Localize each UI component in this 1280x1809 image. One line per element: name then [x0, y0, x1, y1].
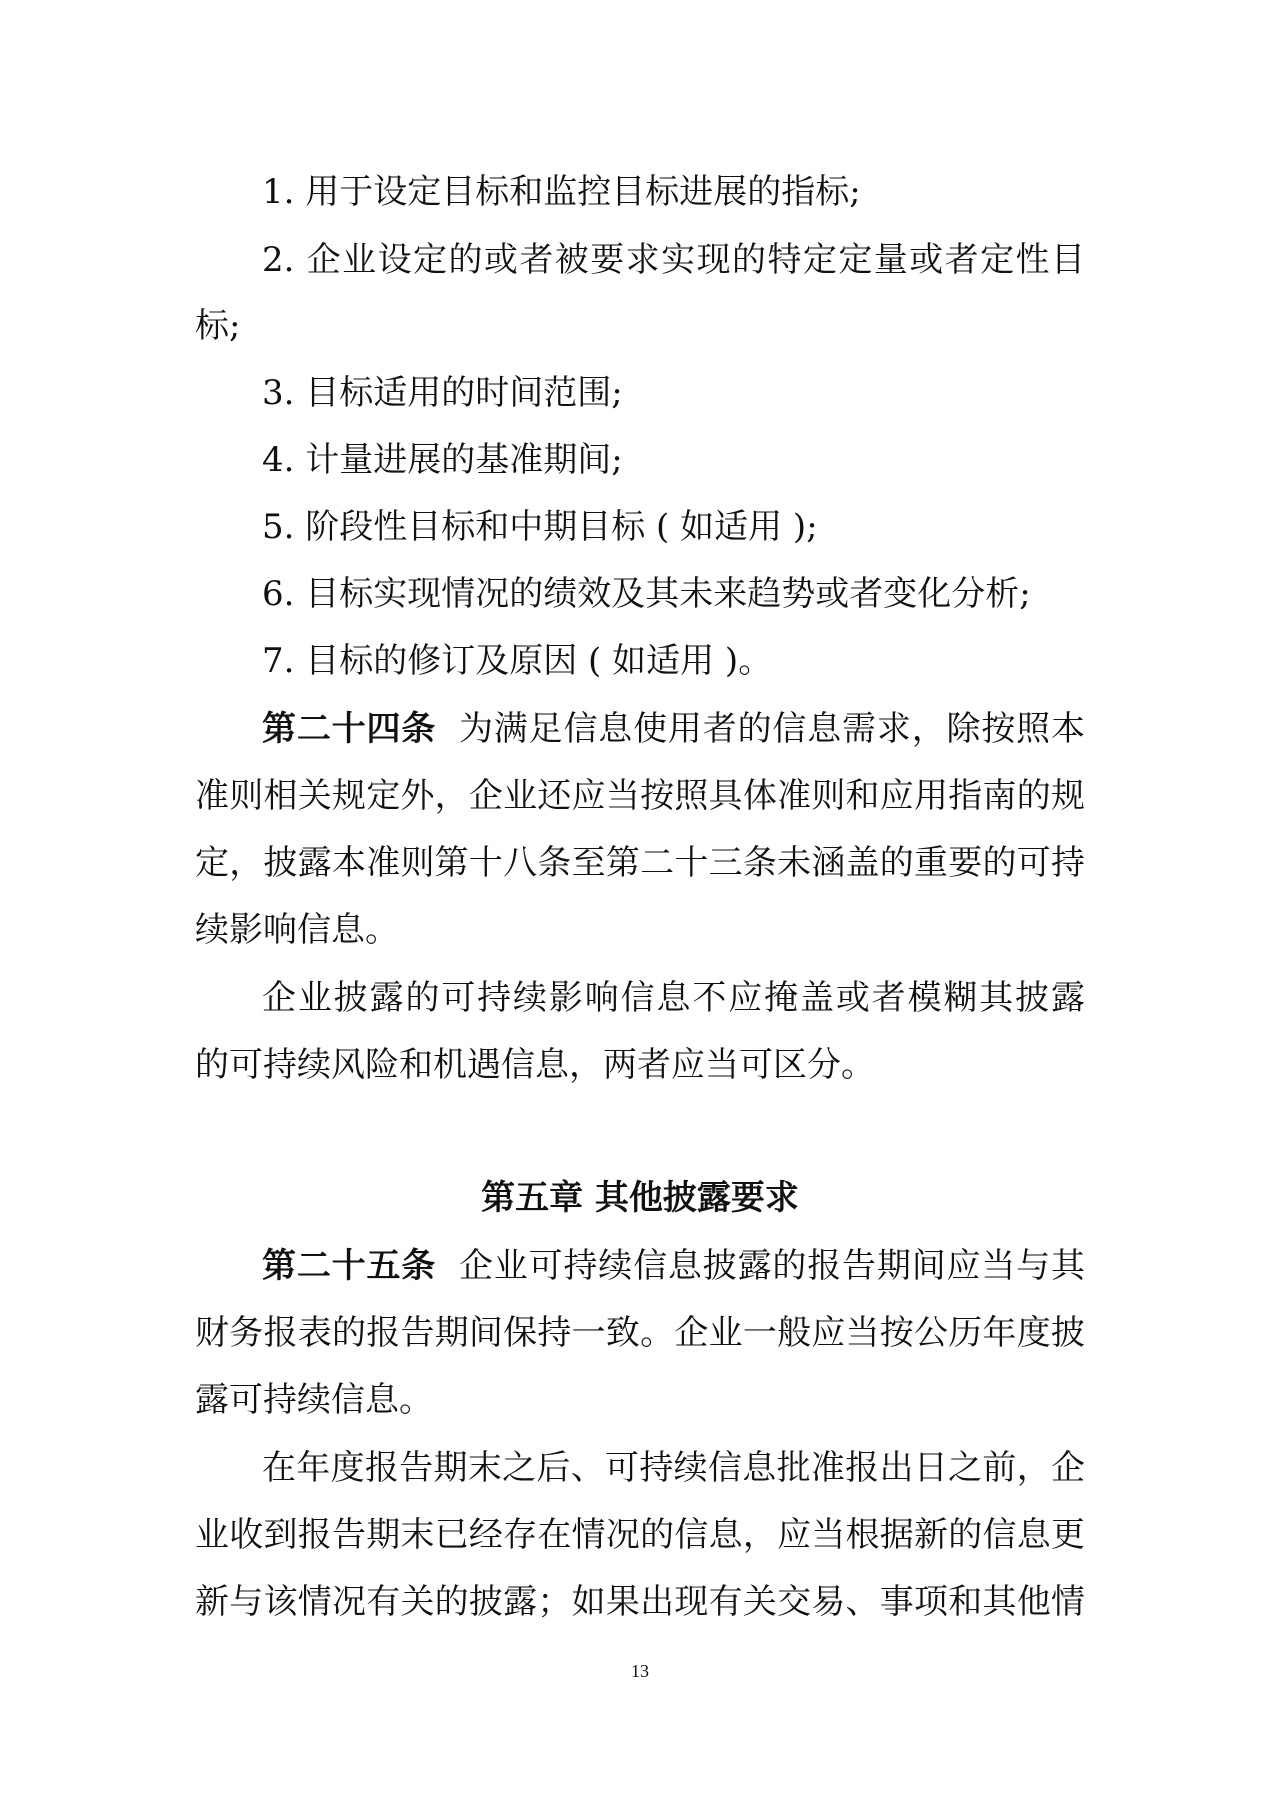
chapter-heading: 第五章 其他披露要求	[481, 1178, 799, 1218]
article-24-line: 准则相关规定外，企业还应当按照具体准则和应用指南的规	[195, 776, 1085, 816]
article-24-label: 第二十四条	[262, 709, 437, 749]
list-item: 1. 用于设定目标和监控目标进展的指标;	[262, 172, 861, 212]
article-24-paragraph-2-line: 的可持续风险和机遇信息，两者应当可区分。	[195, 1045, 875, 1085]
article-24-paragraph-2-line: 企业披露的可持续影响信息不应掩盖或者模糊其披露	[262, 978, 1085, 1018]
article-25-paragraph-2-line: 在年度报告期末之后、可持续信息批准报出日之前，企	[262, 1448, 1085, 1488]
list-item: 3. 目标适用的时间范围;	[262, 373, 623, 413]
article-24-line: 续影响信息。	[195, 910, 399, 950]
page-number: 13	[631, 1661, 649, 1681]
article-25-paragraph-2-line: 业收到报告期末已经存在情况的信息，应当根据新的信息更	[195, 1515, 1085, 1555]
list-item: 5. 阶段性目标和中期目标 ( 如适用 );	[262, 507, 818, 547]
article-24-first-line	[262, 709, 1085, 749]
article-24-line: 定，披露本准则第十八条至第二十三条未涵盖的重要的可持	[195, 843, 1085, 883]
article-25-line: 财务报表的报告期间保持一致。企业一般应当按公历年度披	[195, 1313, 1085, 1353]
article-25-line: 露可持续信息。	[195, 1380, 433, 1420]
list-item: 6. 目标实现情况的绩效及其未来趋势或者变化分析;	[262, 574, 1031, 614]
list-item: 4. 计量进展的基准期间;	[262, 440, 623, 480]
article-24-text: 为满足信息使用者的信息需求，除按照本	[458, 709, 1086, 749]
list-item-continuation: 标;	[195, 306, 241, 346]
article-25-label: 第二十五条	[262, 1246, 437, 1286]
article-25-first-line	[262, 1246, 1085, 1286]
list-item: 2. 企业设定的或者被要求实现的特定定量或者定性目	[262, 240, 1085, 280]
list-item: 7. 目标的修订及原因 ( 如适用 )。	[262, 641, 773, 681]
article-25-paragraph-2-line: 新与该情况有关的披露；如果出现有关交易、事项和其他情	[195, 1582, 1085, 1622]
article-25-text: 企业可持续信息披露的报告期间应当与其	[458, 1246, 1086, 1286]
